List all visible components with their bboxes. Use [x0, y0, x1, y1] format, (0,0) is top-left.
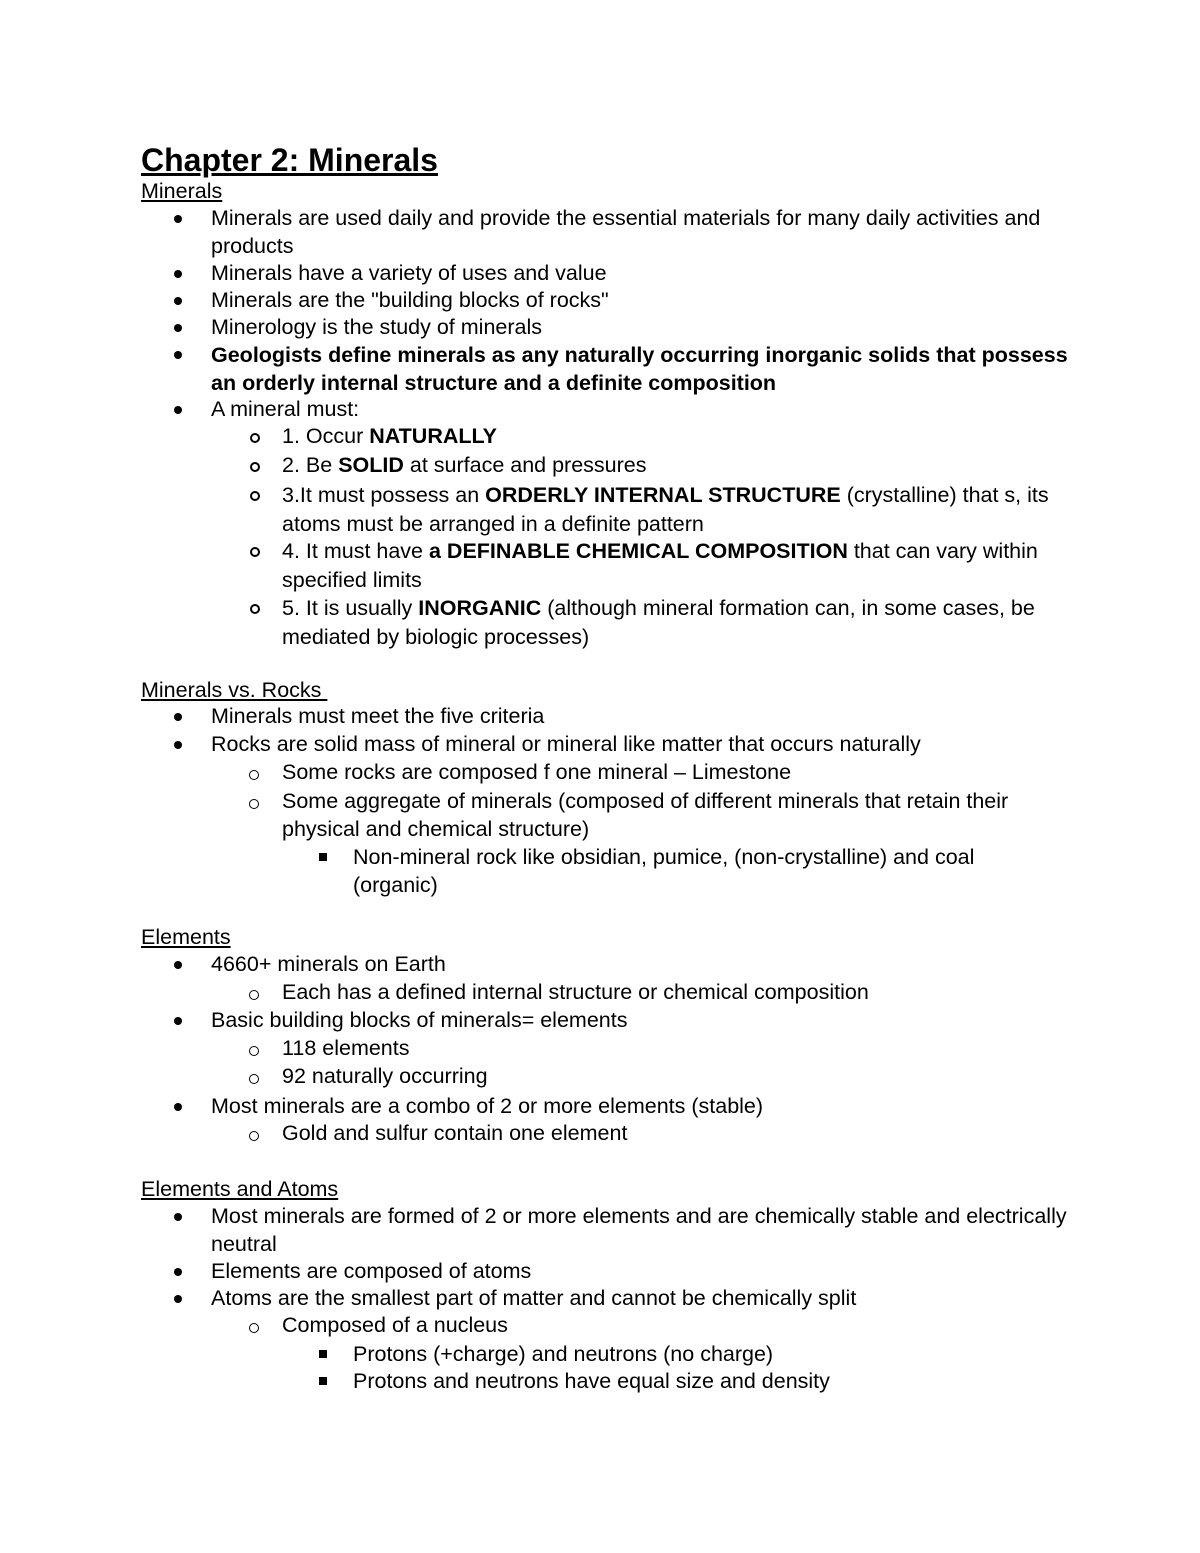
bullet-dot-icon: [174, 1103, 182, 1111]
bullet-circle-icon: [249, 1074, 259, 1084]
section-heading-elements: Elements: [141, 925, 231, 949]
bullet-circle-icon: [250, 604, 260, 614]
bullet-dot-icon: [174, 1213, 182, 1221]
bullet-dot-icon: [174, 741, 182, 749]
bullet-circle-icon: [249, 799, 259, 809]
bullet-circle-icon: [249, 770, 259, 780]
section-heading-elements-and-atoms: Elements and Atoms: [141, 1177, 339, 1201]
criteria-item: 3.It must possess an ORDERLY INTERNAL STRUCTURE (crystalline) that s, its atoms must be arranged in a definite pattern: [282, 481, 1082, 538]
list-item: Minerals have a variety of uses and value: [211, 260, 1091, 288]
sub-list-item: 92 naturally occurring: [282, 1063, 1082, 1091]
sub-list-item: Some aggregate of minerals (composed of different minerals that retain their physical and chemical structure): [282, 788, 1042, 843]
bullet-circle-icon: [249, 1046, 259, 1056]
bullet-dot-icon: [174, 324, 182, 332]
bullet-dot-icon: [174, 961, 182, 969]
bullet-circle-icon: [250, 433, 260, 443]
bullet-dot-icon: [174, 1268, 182, 1276]
bullet-square-icon: [319, 853, 327, 861]
bullet-circle-icon: [249, 1131, 259, 1141]
bullet-square-icon: [319, 1350, 327, 1358]
section-heading-minerals: Minerals: [141, 179, 223, 203]
list-item: Most minerals are a combo of 2 or more elements (stable): [211, 1093, 1091, 1121]
list-item: Most minerals are formed of 2 or more elements and are chemically stable and electrically neutral: [211, 1203, 1091, 1258]
bullet-dot-icon: [174, 406, 182, 414]
sub-sub-list-item: Non-mineral rock like obsidian, pumice, (non-crystalline) and coal (organic): [353, 844, 1053, 899]
bullet-circle-icon: [250, 462, 260, 472]
list-item: Elements are composed of atoms: [211, 1258, 1091, 1286]
list-item: A mineral must:: [211, 396, 1091, 424]
bullet-circle-icon: [250, 491, 260, 501]
bullet-dot-icon: [174, 351, 182, 359]
sub-list-item: Some rocks are composed f one mineral – Limestone: [282, 759, 1082, 787]
section-heading-minerals-vs-rocks: Minerals vs. Rocks: [141, 678, 328, 702]
criteria-item: 4. It must have a DEFINABLE CHEMICAL COMPOSITION that can vary within specified limits: [282, 537, 1082, 594]
sub-list-item: Gold and sulfur contain one element: [282, 1120, 1082, 1148]
bullet-circle-icon: [250, 547, 260, 557]
criteria-item: 5. It is usually INORGANIC (although mineral formation can, in some cases, be mediated by biologic processes): [282, 594, 1082, 651]
bullet-dot-icon: [174, 297, 182, 305]
criteria-item: 2. Be SOLID at surface and pressures: [282, 452, 1082, 480]
definition-item: Geologists define minerals as any naturally occurring inorganic solids that possess an orderly internal structure and a definite composition: [211, 341, 1091, 397]
bullet-dot-icon: [174, 1017, 182, 1025]
criteria-item: 1. Occur NATURALLY: [282, 423, 1082, 451]
sub-list-item: 118 elements: [282, 1035, 1082, 1063]
bullet-square-icon: [319, 1377, 327, 1385]
bullet-dot-icon: [174, 215, 182, 223]
sub-sub-list-item: Protons and neutrons have equal size and density: [353, 1368, 1093, 1396]
sub-list-item: Composed of a nucleus: [282, 1312, 1082, 1340]
page-title: Chapter 2: Minerals: [141, 142, 438, 178]
list-item: 4660+ minerals on Earth: [211, 951, 1091, 979]
list-item: Rocks are solid mass of mineral or mineral like matter that occurs naturally: [211, 731, 1091, 759]
bullet-circle-icon: [249, 990, 259, 1000]
list-item: Minerology is the study of minerals: [211, 314, 1091, 342]
sub-list-item: Each has a defined internal structure or chemical composition: [282, 979, 1082, 1007]
list-item: Atoms are the smallest part of matter and cannot be chemically split: [211, 1285, 1091, 1313]
list-item: Minerals are used daily and provide the essential materials for many daily activities and products: [211, 205, 1091, 260]
bullet-dot-icon: [174, 1295, 182, 1303]
bullet-circle-icon: [249, 1323, 259, 1333]
list-item: Minerals must meet the five criteria: [211, 703, 1091, 731]
sub-sub-list-item: Protons (+charge) and neutrons (no charge): [353, 1341, 1093, 1369]
bullet-dot-icon: [174, 713, 182, 721]
list-item: Minerals are the "building blocks of rocks": [211, 287, 1091, 315]
bullet-dot-icon: [174, 270, 182, 278]
list-item: Basic building blocks of minerals= elements: [211, 1007, 1091, 1035]
